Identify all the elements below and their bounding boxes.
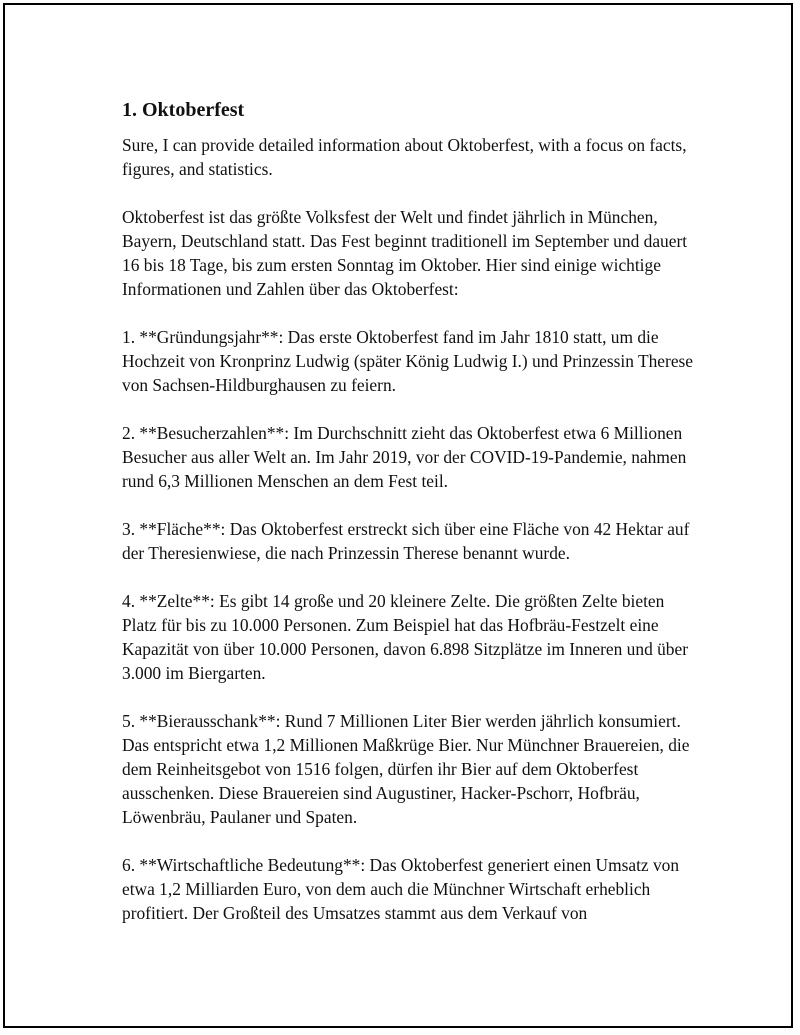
paragraph-tents: 4. **Zelte**: Es gibt 14 große und 20 kleinere Zelte. Die größten Zelte bieten Platz für bis zu 10.000 Personen. Zum Beispiel hat das Hofbräu-Festzelt eine Kapazität von über 10.000 Personen, davon 6.898 Sitzplätze im Inneren und über 3.000 im Biergarten. <box>122 591 689 683</box>
document-body <box>122 97 702 949</box>
page-frame <box>3 3 793 1028</box>
paragraph-economic-impact: 6. **Wirtschaftliche Bedeutung**: Das Oktoberfest generiert einen Umsatz von etwa 1,2 Milliarden Euro, von dem auch die Münchner Wirtschaft erheblich profitiert. Der Großteil des Umsatzes stammt aus dem Verkauf von <box>122 855 680 923</box>
section-heading: 1. Oktoberfest <box>122 99 245 121</box>
paragraph-overview: Oktoberfest ist das größte Volksfest der Welt und findet jährlich in München, Bayern, Deutschland statt. Das Fest beginnt traditionell im September und dauert 16 bis 18 Tage, bis zum ersten Sonntag im Oktober. Hier sind einige wichtige Informationen und Zahlen über das Oktoberfest: <box>122 207 688 299</box>
paragraph-visitor-numbers: 2. **Besucherzahlen**: Im Durchschnitt zieht das Oktoberfest etwa 6 Millionen Besucher aus aller Welt an. Im Jahr 2019, vor der COVID-19-Pandemie, nahmen rund 6,3 Millionen Menschen an dem Fest teil. <box>122 423 687 491</box>
paragraph-intro: Sure, I can provide detailed information about Oktoberfest, with a focus on facts, figures, and statistics. <box>122 135 687 179</box>
paragraph-beer-service: 5. **Bierausschank**: Rund 7 Millionen Liter Bier werden jährlich konsumiert. Das entspricht etwa 1,2 Millionen Maßkrüge Bier. Nur Münchner Brauereien, die dem Reinheitsgebot von 1516 folgen, dürfen ihr Bier auf dem Oktoberfest ausschenken. Diese Brauereien sind Augustiner, Hacker-Pschorr, Hofbräu, Löwenbräu, Paulaner und Spaten. <box>122 711 690 827</box>
paragraph-area: 3. **Fläche**: Das Oktoberfest erstreckt sich über eine Fläche von 42 Hektar auf der Theresienwiese, die nach Prinzessin Therese benannt wurde. <box>122 519 690 563</box>
paragraph-founding-year: 1. **Gründungsjahr**: Das erste Oktoberfest fand im Jahr 1810 statt, um die Hochzeit von Kronprinz Ludwig (später König Ludwig I.) und Prinzessin Therese von Sachsen-Hildburghausen zu feiern. <box>122 327 694 395</box>
